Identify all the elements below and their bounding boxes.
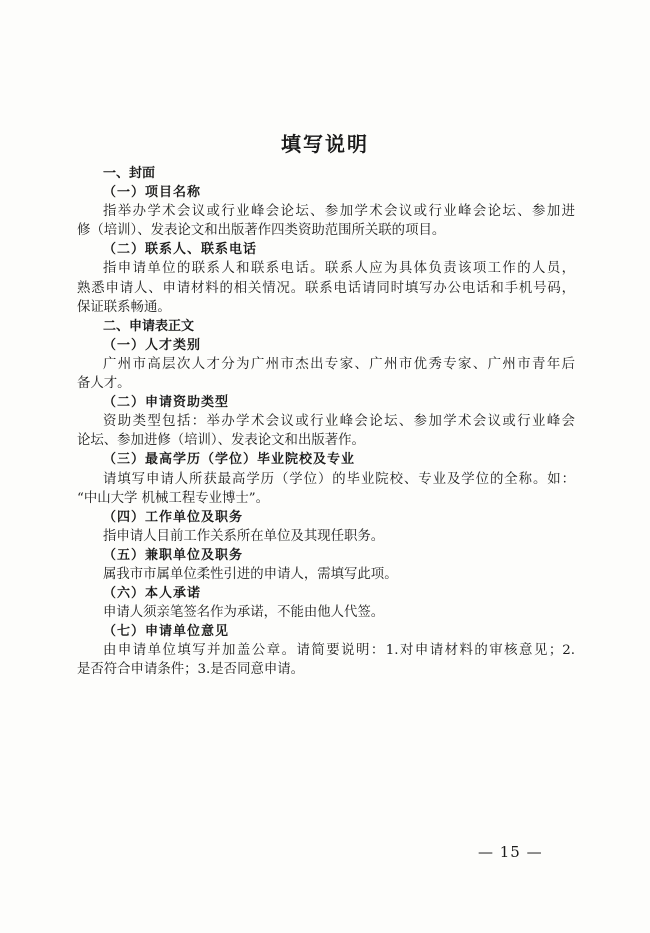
paragraph-line: 是否符合申请条件；3.是否同意申请。 [77, 662, 305, 678]
subheading-part-time: （五）兼职单位及职务 [103, 547, 244, 563]
section-heading-form-body: 二、申请表正文 [103, 318, 195, 334]
subheading-employer: （四）工作单位及职务 [103, 509, 244, 525]
subheading-unit-opinion: （七）申请单位意见 [103, 624, 230, 640]
section-heading-cover: 一、封面 [103, 166, 156, 181]
paragraph-line: 保证联系畅通。 [77, 299, 171, 315]
paragraph-line: 申请人须亲笔签名作为承诺，不能由他人代签。 [103, 605, 385, 621]
subheading-contact: （二）联系人、联系电话 [103, 242, 258, 258]
subheading-commitment: （六）本人承诺 [103, 586, 202, 602]
subheading-funding-type: （二）申请资助类型 [103, 395, 230, 411]
instructions-body [77, 164, 575, 680]
page-number: — 15 — [478, 843, 543, 861]
paragraph-line: 由申请单位填写并加盖公章。请简要说明：1.对申请材料的审核意见；2. [103, 643, 575, 659]
paragraph-line: 熟悉申请人、申请材料的相关情况。联系电话请同时填写办公电话和手机号码， [77, 280, 575, 296]
paragraph-line: 指举办学术会议或行业峰会论坛、参加学术会议或行业峰会论坛、参加进 [103, 204, 575, 220]
paragraph-line: 备人才。 [77, 376, 131, 392]
paragraph-line: 广州市高层次人才分为广州市杰出专家、广州市优秀专家、广州市青年后 [103, 356, 575, 372]
page-title: 填写说明 [281, 132, 369, 156]
paragraph-line: 指申请人目前工作关系所在单位及其现任职务。 [103, 528, 385, 544]
paragraph-line: 属我市市属单位柔性引进的申请人，需填写此项。 [103, 566, 398, 582]
subheading-talent-category: （一）人才类别 [103, 337, 202, 353]
paragraph-line: 修（培训）、发表论文和出版著作四类资助范围所关联的项目。 [77, 223, 446, 239]
paragraph-line: “中山大学 机械工程专业博士”。 [77, 490, 270, 506]
subheading-project-name: （一）项目名称 [103, 185, 202, 201]
paragraph-line: 指申请单位的联系人和联系电话。联系人应为具体负责该项工作的人员， [103, 261, 575, 277]
paragraph-line: 请填写申请人所获最高学历（学位）的毕业院校、专业及学位的全称。如： [103, 471, 575, 487]
paragraph-line: 资助类型包括：举办学术会议或行业峰会论坛、参加学术会议或行业峰会 [103, 414, 575, 430]
subheading-education: （三）最高学历（学位）毕业院校及专业 [103, 452, 356, 468]
paragraph-line: 论坛、参加进修（培训）、发表论文和出版著作。 [77, 433, 365, 449]
